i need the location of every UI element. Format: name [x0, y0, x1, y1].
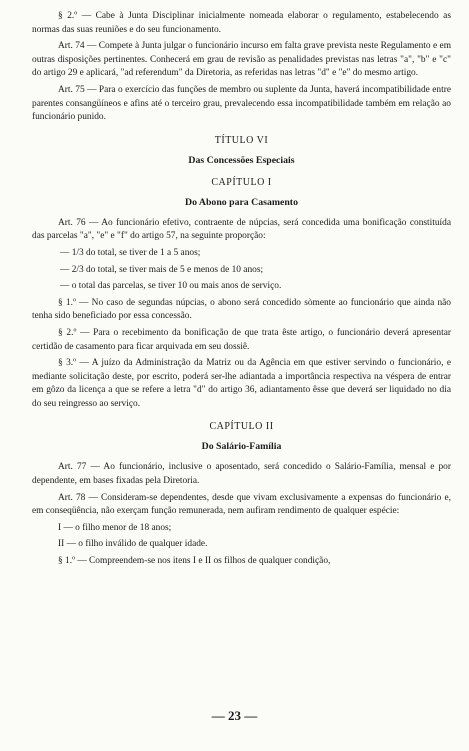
list-item: — 2/3 do total, se tiver mais de 5 e menos de 10 anos; [60, 264, 264, 275]
capitulo-2-subheading: Do Salário-Família [201, 441, 282, 453]
paragraph-art77: Art. 77 — Ao funcionário, inclusive o aposentado, será concedido o Salário-Família, mensal e por dependente, em bases fixadas pela Diretoria. [32, 462, 451, 487]
list-item: I — o filho menor de 18 anos; [58, 522, 172, 533]
paragraph-art76-p1: § 1.º — No caso de segundas núpcias, o abono será concedido sòmente ao funcionário que ainda não tenha sido beneficiado por essa concessão. [32, 297, 451, 322]
paragraph-art78: Art. 78 — Consideram-se dependentes, desde que vivam exclusivamente a expensas do funcionário e, em conseqüência, não exerçam função remunerada, nem aufiram rendimento de qualquer espécie: [32, 492, 451, 517]
list-item: — o total das parcelas, se tiver 10 ou mais anos de serviço. [60, 281, 282, 292]
paragraph-art75: Art. 75 — Para o exercício das funções de membro ou suplente da Junta, haverá incompatibilidade entre parentes consangüíneos e afins até o terceiro grau, prevalecendo essa incompatibilidade também em relação ao funcionário punido. [32, 84, 451, 123]
paragraph-art76-p2: § 2.º — Para o recebimento da bonificação de que trata êste artigo, o funcionário deverá apresentar certidão de casamento para ficar arquivada em seu dossiê. [32, 327, 451, 352]
capitulo-1-heading: CAPÍTULO I [211, 176, 272, 188]
paragraph-art76: Art. 76 — Ao funcionário efetivo, contraente de núpcias, será concedida uma bonificação constituída das parcelas "a", "e" e "f" do artigo 57, na seguinte proporção: [32, 217, 451, 242]
titulo-heading: TÍTULO VI [214, 134, 269, 146]
capitulo-1-subheading: Do Abono para Casamento [185, 196, 298, 208]
list-item: II — o filho inválido de qualquer idade. [58, 539, 208, 550]
page-number: — 23 — [211, 708, 258, 723]
paragraph-art74: Art. 74 — Compete à Junta julgar o funcionário incurso em falta grave prevista neste Regulamento e em outras disposições pertinentes. Conhecerá em grau de revisão as penalidades previstas nas letras "a", "b" e "c" do artigo 29 e aplicará, "ad referendum" da Diretoria, as referidas nas letras "d" e "e" do mesmo artigo. [32, 41, 451, 79]
capitulo-2-heading: CAPÍTULO II [209, 421, 274, 433]
list-item: — 1/3 do total, se tiver de 1 a 5 anos; [60, 247, 201, 258]
paragraph-art73-p2: § 2.º — Cabe à Junta Disciplinar inicialmente nomeada elaborar o regulamento, estabelecendo as normas das suas reuniões e do seu funcionamento. [32, 11, 451, 35]
titulo-subheading: Das Concessões Especiais [188, 154, 295, 166]
paragraph-art76-p3: § 3.º — A juízo da Administração da Matriz ou da Agência em que estiver servindo o funcionário, e mediante solicitação deste, por escrito, poderá ser-lhe adiantada a importância respectiva na véspera de entrar em gôzo da licença a que se refere a letra "d" do artigo 36, adiantamento êsse que deverá ser liquidado no dia do seu reingresso ao serviço. [32, 358, 451, 409]
paragraph-art78-p1: § 1.º — Compreendem-se nos itens I e II os filhos de qualquer condição, [58, 556, 331, 567]
